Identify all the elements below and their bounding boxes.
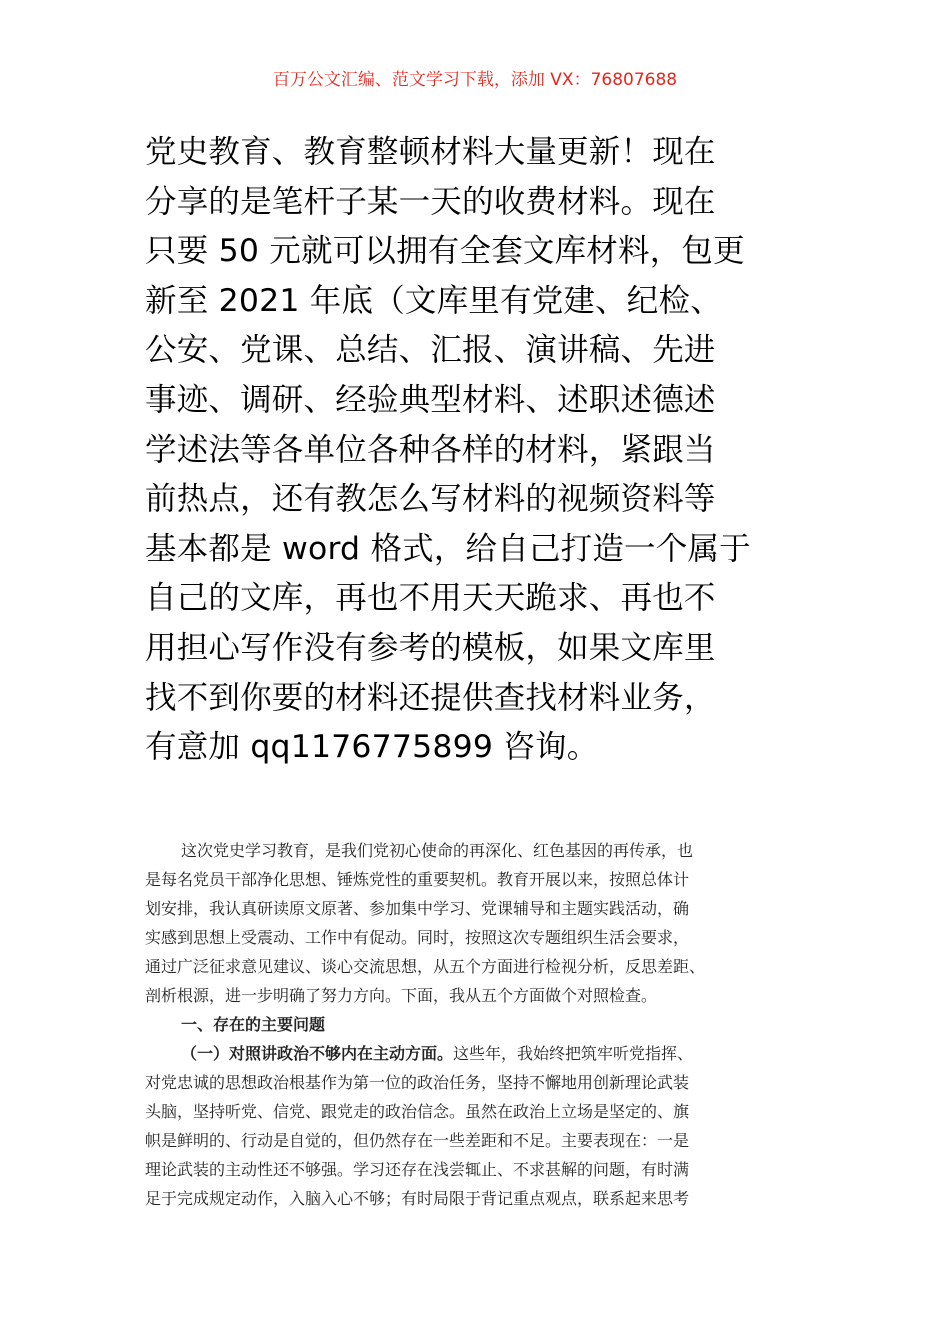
intro-line: 剖析根源，进一步明确了努力方向。下面，我从五个方面做个对照检查。 [145,986,658,1005]
ad-line: 新至 2021 年底（文库里有党建、纪检、 [145,282,722,319]
subsection-line: 足于完成规定动作，入脑入心不够；有时局限于背记重点观点，联系起来思考 [145,1189,690,1208]
document-body [145,836,810,1213]
subsection-line: 头脑，坚持听党、信党、跟党走的政治信念。虽然在政治上立场是坚定的、旗 [145,1102,690,1121]
ad-line: 分享的是笔杆子某一天的收费材料。现在 [145,183,716,220]
subsection-heading: （一）对照讲政治不够内在主动方面。 [181,1044,454,1063]
section-heading: 一、存在的主要问题 [181,1015,326,1034]
ad-line: 只要 50 元就可以拥有全套文库材料，包更 [145,233,745,270]
ad-line: 自己的文库，再也不用天天跪求、再也不 [145,580,716,617]
ad-line: 有意加 qq1176775899 咨询。 [145,729,599,766]
ad-line: 党史教育、教育整顿材料大量更新！现在 [145,134,716,170]
ad-line: 基本都是 word 格式，给自己打造一个属于 [145,530,751,567]
ad-line: 公安、党课、总结、汇报、演讲稿、先进 [145,332,716,369]
intro-line: 是每名党员干部净化思想、锤炼党性的重要契机。教育开展以来，按照总体计 [145,870,690,889]
ad-line: 前热点，还有教怎么写材料的视频资料等 [145,481,716,518]
ad-line: 用担心写作没有参考的模板，如果文库里 [145,629,716,666]
subsection-line: 对党忠诚的思想政治根基作为第一位的政治任务，坚持不懈地用创新理论武装 [145,1073,690,1092]
intro-line: 通过广泛征求意见建议、谈心交流思想，从五个方面进行检视分析，反思差距、 [145,957,706,976]
subsection-line: 理论武装的主动性还不够强。学习还存在浅尝辄止、不求甚解的问题，有时满 [145,1160,690,1179]
ad-line: 找不到你要的材料还提供查找材料业务， [145,679,716,716]
advertisement-block [145,128,810,773]
subsection-first-line-text: 这些年，我始终把筑牢听党指挥、 [453,1044,694,1063]
intro-line: 划安排，我认真研读原文原著、参加集中学习、党课辅导和主题实践活动，确 [145,899,690,918]
subsection-first-line [145,1039,810,1068]
ad-line: 事迹、调研、经验典型材料、述职述德述 [145,381,716,418]
intro-line: 实感到思想上受震动、工作中有促动。同时，按照这次专题组织生活会要求， [145,928,690,947]
ad-line: 学述法等各单位各种各样的材料，紧跟当 [145,431,716,468]
subsection-line: 帜是鲜明的、行动是自觉的，但仍然存在一些差距和不足。主要表现在：一是 [145,1131,690,1150]
promo-header: 百万公文汇编、范文学习下载，添加 VX：76807688 [272,70,678,90]
intro-line: 这次党史学习教育，是我们党初心使命的再深化、红色基因的再传承，也 [181,841,694,860]
